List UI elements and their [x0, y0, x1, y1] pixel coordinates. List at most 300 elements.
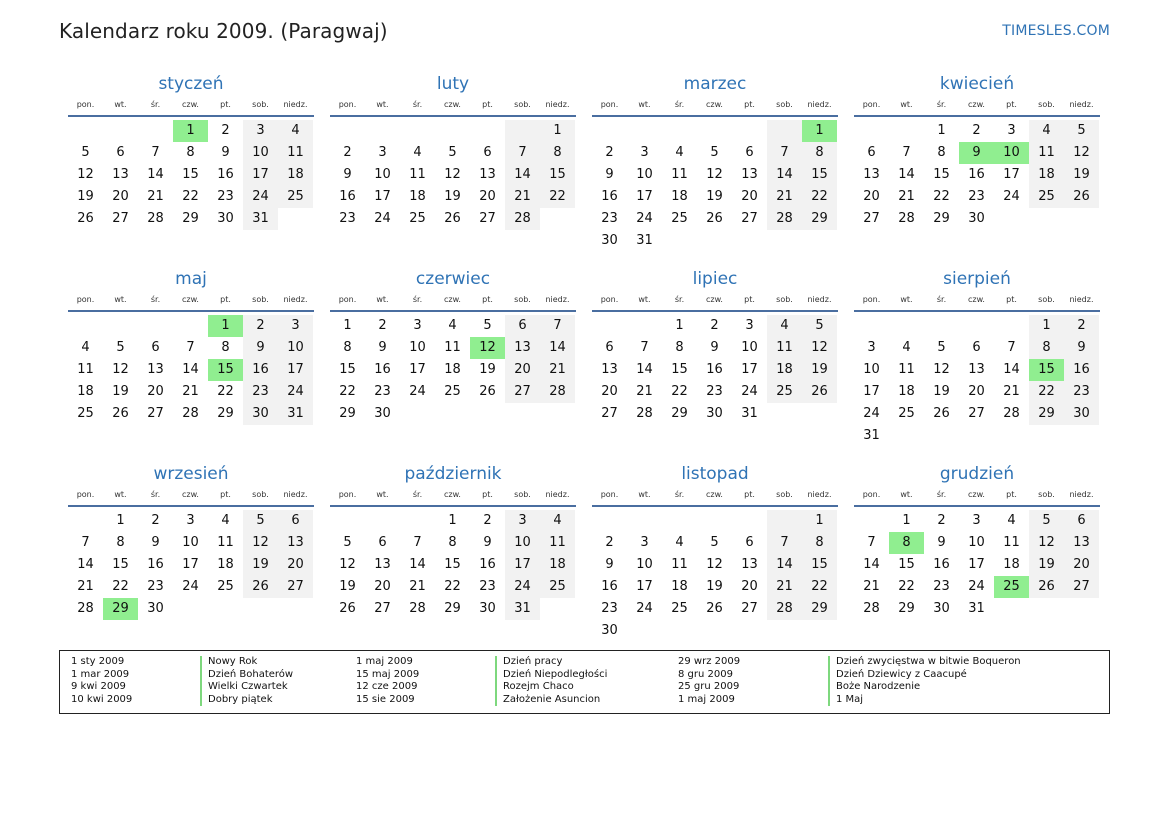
day-cell: 2	[483, 513, 492, 528]
day-cell: 6	[867, 145, 876, 160]
holiday-day-cell: 1	[208, 315, 243, 337]
day-cell: 29	[1029, 403, 1064, 425]
day-cell: 1	[937, 123, 946, 138]
day-cell: 27	[741, 211, 758, 226]
brand-link[interactable]: TIMESLES.COM	[1002, 23, 1110, 39]
empty-cell	[330, 120, 365, 142]
day-cell: 16	[479, 557, 496, 572]
weekday-label: wt.	[376, 100, 389, 109]
day-cell: 22	[802, 186, 837, 208]
day-cell: 27	[147, 406, 164, 421]
day-cell: 12	[706, 557, 723, 572]
day-cell: 20	[1064, 554, 1099, 576]
day-cell: 21	[1003, 384, 1020, 399]
day-cell: 18	[767, 359, 802, 381]
day-cell: 29	[671, 406, 688, 421]
month-9	[68, 463, 314, 620]
day-cell: 14	[505, 164, 540, 186]
day-cell: 28	[863, 601, 880, 616]
day-cell: 25	[217, 579, 234, 594]
day-cell: 11	[217, 535, 234, 550]
day-cell: 26	[802, 381, 837, 403]
day-cell: 15	[182, 167, 199, 182]
empty-cell	[627, 510, 662, 532]
day-cell: 21	[505, 186, 540, 208]
day-cell: 28	[540, 381, 575, 403]
day-cell: 12	[933, 362, 950, 377]
weekday-label: pon.	[600, 490, 619, 499]
day-cell: 14	[540, 337, 575, 359]
day-cell: 9	[243, 337, 278, 359]
day-cell: 19	[77, 189, 94, 204]
empty-cell	[732, 510, 767, 532]
day-cell: 17	[278, 359, 313, 381]
day-cell: 22	[182, 189, 199, 204]
weekday-label: sob.	[1038, 100, 1055, 109]
day-cell: 13	[374, 557, 391, 572]
day-cell: 15	[898, 557, 915, 572]
empty-cell	[173, 315, 208, 337]
day-cell: 9	[483, 535, 492, 550]
day-cell: 29	[802, 598, 837, 620]
day-cell: 4	[675, 535, 684, 550]
day-cell: 12	[802, 337, 837, 359]
holiday-day-cell: 1	[802, 120, 837, 142]
day-cell: 2	[1064, 315, 1099, 337]
day-grid	[68, 120, 314, 230]
weekday-label: niedz.	[545, 490, 570, 499]
day-cell: 20	[863, 189, 880, 204]
holiday-date: 12 cze 2009	[356, 681, 418, 693]
weekday-header	[592, 489, 838, 507]
day-cell: 22	[112, 579, 129, 594]
holiday-name: Dzień Dziewicy z Caacupé	[828, 669, 967, 682]
day-cell: 9	[1064, 337, 1099, 359]
day-cell: 27	[479, 211, 496, 226]
day-cell: 21	[863, 579, 880, 594]
day-cell: 12	[706, 167, 723, 182]
weekday-label: wt.	[114, 490, 127, 499]
empty-cell	[592, 510, 627, 532]
month-name: lipiec	[692, 269, 738, 289]
month-name: sierpień	[943, 269, 1011, 289]
weekday-label: niedz.	[1069, 295, 1094, 304]
weekday-label: czw.	[706, 100, 723, 109]
day-cell: 10	[505, 532, 540, 554]
empty-cell	[854, 510, 889, 532]
day-cell: 17	[505, 554, 540, 576]
month-2	[330, 73, 576, 230]
day-cell: 13	[863, 167, 880, 182]
holiday-name: Dzień zwycięstwa w bitwie Boqueron	[828, 656, 1021, 669]
day-cell: 9	[605, 557, 614, 572]
day-cell: 6	[605, 340, 614, 355]
day-cell: 29	[217, 406, 234, 421]
day-cell: 29	[933, 211, 950, 226]
weekday-label: sob.	[514, 295, 531, 304]
day-grid	[68, 315, 314, 425]
weekday-label: wt.	[638, 490, 651, 499]
day-cell: 12	[77, 167, 94, 182]
empty-cell	[697, 120, 732, 142]
day-cell: 22	[339, 384, 356, 399]
holiday-name: Boże Narodzenie	[828, 681, 920, 694]
day-cell: 16	[706, 362, 723, 377]
day-cell: 28	[898, 211, 915, 226]
day-cell: 25	[767, 381, 802, 403]
day-cell: 26	[933, 406, 950, 421]
month-10	[330, 463, 576, 620]
holiday-day-cell: 25	[994, 576, 1029, 598]
day-cell: 13	[741, 557, 758, 572]
day-cell: 20	[741, 189, 758, 204]
holiday-day-cell: 15	[1029, 359, 1064, 381]
day-cell: 18	[1029, 164, 1064, 186]
day-cell: 14	[898, 167, 915, 182]
day-cell: 23	[217, 189, 234, 204]
day-cell: 3	[867, 340, 876, 355]
day-cell: 21	[540, 359, 575, 381]
day-cell: 28	[1003, 406, 1020, 421]
day-cell: 1	[675, 318, 684, 333]
weekday-label: wt.	[114, 100, 127, 109]
day-cell: 10	[409, 340, 426, 355]
day-cell: 14	[182, 362, 199, 377]
day-grid	[854, 315, 1100, 447]
weekday-label: sob.	[1038, 490, 1055, 499]
day-cell: 21	[147, 189, 164, 204]
day-cell: 7	[81, 535, 90, 550]
day-cell: 10	[278, 337, 313, 359]
day-cell: 30	[706, 406, 723, 421]
day-cell: 24	[1003, 189, 1020, 204]
day-cell: 14	[863, 557, 880, 572]
weekday-header	[68, 99, 314, 117]
day-grid	[68, 510, 314, 620]
day-cell: 11	[278, 142, 313, 164]
empty-cell	[400, 510, 435, 532]
weekday-label: niedz.	[807, 490, 832, 499]
day-cell: 11	[898, 362, 915, 377]
day-cell: 8	[675, 340, 684, 355]
day-cell: 12	[112, 362, 129, 377]
empty-cell	[662, 120, 697, 142]
weekday-label: pt.	[1006, 490, 1017, 499]
holiday-list	[59, 650, 1110, 714]
empty-cell	[627, 315, 662, 337]
day-cell: 2	[221, 123, 230, 138]
day-cell: 18	[898, 384, 915, 399]
day-cell: 6	[972, 340, 981, 355]
day-grid	[330, 510, 576, 620]
day-cell: 17	[636, 189, 653, 204]
day-cell: 12	[339, 557, 356, 572]
weekday-header	[330, 294, 576, 312]
weekday-label: pt.	[220, 490, 231, 499]
weekday-label: pon.	[76, 295, 95, 304]
day-cell: 8	[116, 535, 125, 550]
day-cell: 24	[968, 579, 985, 594]
day-cell: 30	[374, 406, 391, 421]
day-cell: 30	[147, 601, 164, 616]
day-cell: 26	[444, 211, 461, 226]
weekday-label: pt.	[220, 100, 231, 109]
holiday-day-cell: 29	[103, 598, 138, 620]
weekday-label: czw.	[182, 490, 199, 499]
day-cell: 11	[671, 557, 688, 572]
day-cell: 9	[343, 167, 352, 182]
day-cell: 23	[601, 211, 618, 226]
day-cell: 25	[898, 406, 915, 421]
month-1	[68, 73, 314, 230]
empty-cell	[959, 315, 994, 337]
day-cell: 8	[448, 535, 457, 550]
day-cell: 22	[898, 579, 915, 594]
empty-cell	[400, 120, 435, 142]
empty-cell	[767, 510, 802, 532]
day-cell: 10	[243, 142, 278, 164]
holiday-name: Założenie Asuncion	[495, 694, 600, 707]
empty-cell	[505, 120, 540, 142]
day-cell: 22	[217, 384, 234, 399]
day-cell: 20	[112, 189, 129, 204]
day-cell: 13	[479, 167, 496, 182]
day-cell: 26	[77, 211, 94, 226]
weekday-label: pon.	[338, 295, 357, 304]
day-cell: 21	[409, 579, 426, 594]
day-cell: 29	[182, 211, 199, 226]
day-cell: 3	[1007, 123, 1016, 138]
weekday-label: śr.	[936, 490, 947, 499]
day-cell: 19	[802, 359, 837, 381]
day-cell: 21	[77, 579, 94, 594]
day-cell: 18	[77, 384, 94, 399]
day-cell: 22	[540, 186, 575, 208]
day-cell: 24	[636, 211, 653, 226]
day-cell: 14	[767, 164, 802, 186]
weekday-label: niedz.	[283, 490, 308, 499]
day-cell: 5	[710, 145, 719, 160]
weekday-label: niedz.	[545, 295, 570, 304]
empty-cell	[889, 120, 924, 142]
day-grid	[592, 315, 838, 425]
weekday-label: śr.	[674, 295, 685, 304]
weekday-header	[68, 489, 314, 507]
weekday-label: pon.	[338, 100, 357, 109]
day-cell: 28	[182, 406, 199, 421]
day-cell: 13	[601, 362, 618, 377]
day-cell: 10	[636, 557, 653, 572]
weekday-label: pt.	[744, 490, 755, 499]
day-cell: 1	[802, 510, 837, 532]
day-cell: 17	[182, 557, 199, 572]
day-cell: 4	[902, 340, 911, 355]
holiday-name: Wielki Czwartek	[200, 681, 288, 694]
empty-cell	[854, 315, 889, 337]
day-cell: 31	[505, 598, 540, 620]
day-cell: 27	[601, 406, 618, 421]
holiday-name: Dobry piątek	[200, 694, 273, 707]
empty-cell	[68, 315, 103, 337]
day-cell: 18	[1003, 557, 1020, 572]
empty-cell	[662, 510, 697, 532]
day-cell: 3	[243, 120, 278, 142]
day-cell: 30	[479, 601, 496, 616]
day-cell: 8	[343, 340, 352, 355]
day-cell: 19	[444, 189, 461, 204]
day-cell: 15	[802, 554, 837, 576]
day-cell: 4	[448, 318, 457, 333]
day-cell: 20	[374, 579, 391, 594]
day-cell: 31	[741, 406, 758, 421]
day-cell: 28	[409, 601, 426, 616]
day-cell: 16	[374, 362, 391, 377]
weekday-label: niedz.	[807, 100, 832, 109]
holiday-date: 15 sie 2009	[356, 693, 415, 705]
weekday-label: sob.	[252, 295, 269, 304]
day-cell: 30	[243, 403, 278, 425]
day-cell: 9	[937, 535, 946, 550]
day-cell: 11	[77, 362, 94, 377]
weekday-label: śr.	[936, 100, 947, 109]
day-cell: 12	[1029, 532, 1064, 554]
day-cell: 3	[972, 513, 981, 528]
empty-cell	[138, 315, 173, 337]
empty-cell	[435, 120, 470, 142]
day-grid	[854, 510, 1100, 620]
day-cell: 2	[937, 513, 946, 528]
weekday-label: czw.	[444, 490, 461, 499]
weekday-label: śr.	[674, 490, 685, 499]
day-cell: 15	[540, 164, 575, 186]
day-cell: 24	[374, 211, 391, 226]
day-cell: 15	[112, 557, 129, 572]
day-cell: 19	[339, 579, 356, 594]
weekday-label: czw.	[444, 100, 461, 109]
day-cell: 10	[182, 535, 199, 550]
day-cell: 15	[802, 164, 837, 186]
day-cell: 2	[710, 318, 719, 333]
day-cell: 17	[374, 189, 391, 204]
weekday-label: pon.	[76, 100, 95, 109]
day-cell: 24	[863, 406, 880, 421]
weekday-label: sob.	[514, 490, 531, 499]
day-cell: 23	[374, 384, 391, 399]
day-cell: 17	[741, 362, 758, 377]
day-cell: 23	[1064, 381, 1099, 403]
weekday-label: wt.	[900, 100, 913, 109]
month-name: marzec	[683, 74, 747, 94]
day-cell: 3	[640, 145, 649, 160]
day-cell: 17	[409, 362, 426, 377]
day-cell: 4	[767, 315, 802, 337]
day-cell: 25	[540, 576, 575, 598]
day-cell: 16	[601, 579, 618, 594]
weekday-label: czw.	[182, 100, 199, 109]
holiday-day-cell: 10	[994, 142, 1029, 164]
day-cell: 7	[867, 535, 876, 550]
day-cell: 20	[479, 189, 496, 204]
day-cell: 17	[863, 384, 880, 399]
day-cell: 16	[601, 189, 618, 204]
holiday-date: 9 kwi 2009	[71, 681, 126, 693]
day-cell: 13	[1064, 532, 1099, 554]
page-title: Kalendarz roku 2009. (Paragwaj)	[59, 19, 388, 43]
day-cell: 14	[636, 362, 653, 377]
day-cell: 19	[706, 189, 723, 204]
day-cell: 6	[505, 315, 540, 337]
weekday-label: wt.	[638, 100, 651, 109]
day-cell: 6	[483, 145, 492, 160]
day-cell: 6	[1064, 510, 1099, 532]
weekday-label: czw.	[182, 295, 199, 304]
day-cell: 7	[505, 142, 540, 164]
day-cell: 4	[540, 510, 575, 532]
day-cell: 28	[505, 208, 540, 230]
day-cell: 25	[444, 384, 461, 399]
month-4	[854, 73, 1100, 230]
weekday-label: śr.	[674, 100, 685, 109]
day-grid	[854, 120, 1100, 230]
day-cell: 8	[937, 145, 946, 160]
day-cell: 13	[505, 337, 540, 359]
holiday-date: 29 wrz 2009	[678, 656, 741, 667]
day-cell: 26	[479, 384, 496, 399]
day-cell: 21	[767, 576, 802, 598]
day-cell: 17	[636, 579, 653, 594]
day-cell: 18	[278, 164, 313, 186]
weekday-label: śr.	[412, 295, 423, 304]
day-cell: 19	[933, 384, 950, 399]
day-cell: 26	[1029, 576, 1064, 598]
day-cell: 24	[182, 579, 199, 594]
day-cell: 1	[116, 513, 125, 528]
weekday-label: śr.	[150, 295, 161, 304]
empty-cell	[994, 315, 1029, 337]
day-cell: 14	[1003, 362, 1020, 377]
day-cell: 5	[116, 340, 125, 355]
weekday-header	[592, 294, 838, 312]
holiday-name: Dzień Bohaterów	[200, 669, 293, 682]
day-cell: 4	[81, 340, 90, 355]
day-cell: 6	[151, 340, 160, 355]
day-cell: 19	[1064, 164, 1099, 186]
weekday-label: pt.	[482, 490, 493, 499]
day-cell: 27	[278, 576, 313, 598]
day-cell: 16	[933, 557, 950, 572]
day-cell: 14	[409, 557, 426, 572]
day-cell: 1	[902, 513, 911, 528]
day-cell: 23	[706, 384, 723, 399]
holiday-day-cell: 1	[173, 120, 208, 142]
month-name: maj	[175, 269, 207, 289]
weekday-label: pt.	[482, 100, 493, 109]
empty-cell	[330, 510, 365, 532]
empty-cell	[103, 315, 138, 337]
weekday-header	[330, 489, 576, 507]
day-cell: 4	[221, 513, 230, 528]
day-cell: 1	[448, 513, 457, 528]
day-cell: 23	[147, 579, 164, 594]
weekday-label: pon.	[338, 490, 357, 499]
day-cell: 5	[343, 535, 352, 550]
day-cell: 24	[409, 384, 426, 399]
empty-cell	[592, 120, 627, 142]
empty-cell	[767, 120, 802, 142]
day-cell: 11	[671, 167, 688, 182]
weekday-label: pt.	[482, 295, 493, 304]
month-name: luty	[436, 74, 470, 94]
